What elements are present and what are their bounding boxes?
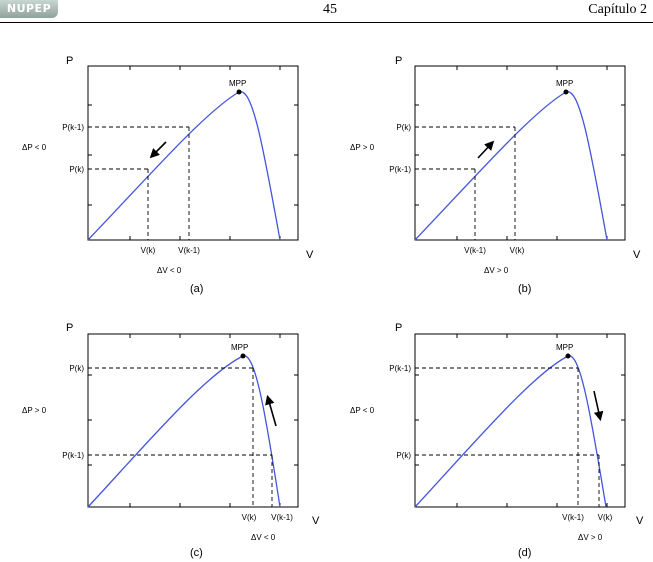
- axis-label-p: P: [395, 322, 403, 334]
- direction-arrow: [268, 398, 276, 426]
- guide-lines: [415, 368, 599, 507]
- v-right-label: V(k-1): [178, 246, 200, 255]
- caption: (d): [518, 547, 532, 559]
- p-low-label: P(k-1): [389, 165, 411, 174]
- axis-ticks: [415, 334, 625, 507]
- p-high-label: P(k): [69, 364, 84, 373]
- panel-b: [350, 55, 641, 295]
- mpp-point: [241, 354, 246, 359]
- p-high-label: P(k-1): [62, 123, 84, 132]
- axis-label-p: P: [66, 322, 74, 334]
- delta-v-label: ΔV > 0: [578, 533, 603, 542]
- pv-curve: [88, 92, 280, 240]
- v-left-label: V(k): [140, 246, 156, 255]
- p-high-label: P(k-1): [389, 364, 411, 373]
- v-left-label: V(k-1): [562, 513, 584, 522]
- v-right-label: V(k): [509, 246, 525, 255]
- axis-label-v: V: [636, 515, 644, 527]
- v-right-label: V(k): [597, 513, 613, 522]
- axis-ticks: [88, 66, 298, 240]
- pv-curve: [415, 92, 607, 240]
- panel-d: [350, 322, 644, 559]
- axis-ticks: [415, 66, 625, 240]
- mpp-point: [564, 90, 569, 95]
- pv-curve: [88, 356, 280, 507]
- panel-a: [22, 55, 314, 295]
- mpp-point: [237, 90, 242, 95]
- plot-frame: [415, 66, 625, 240]
- caption: (a): [190, 283, 204, 295]
- chapter-label: Capítulo 2: [588, 2, 647, 17]
- plot-frame: [415, 334, 625, 507]
- mpp-label: MPP: [556, 343, 574, 352]
- nupep-logo: NUPEP: [0, 0, 58, 18]
- v-right-label: V(k-1): [271, 513, 293, 522]
- p-low-label: P(k): [396, 451, 411, 460]
- p-high-label: P(k): [396, 123, 411, 132]
- mpp-label: MPP: [556, 79, 574, 88]
- axis-label-p: P: [66, 55, 74, 67]
- p-low-label: P(k): [69, 165, 84, 174]
- guide-lines: [415, 127, 515, 240]
- mpp-label: MPP: [231, 343, 249, 352]
- delta-v-label: ΔV > 0: [484, 266, 509, 275]
- direction-arrow: [594, 391, 600, 418]
- axis-label-v: V: [633, 249, 641, 261]
- plot-frame: [88, 334, 298, 507]
- pv-curve: [415, 356, 606, 507]
- axis-ticks: [88, 334, 298, 507]
- delta-v-label: ΔV < 0: [157, 266, 182, 275]
- direction-arrow: [152, 142, 166, 156]
- axis-label-v: V: [306, 249, 314, 261]
- mpp-label: MPP: [229, 79, 247, 88]
- delta-p-label: ΔP > 0: [22, 406, 47, 415]
- axis-label-v: V: [312, 515, 320, 527]
- caption: (c): [190, 547, 203, 559]
- delta-p-label: ΔP < 0: [22, 143, 47, 152]
- guide-lines: [88, 127, 189, 240]
- v-left-label: V(k-1): [464, 246, 486, 255]
- page-number: 45: [323, 2, 337, 17]
- mpp-point: [566, 354, 571, 359]
- delta-p-label: ΔP > 0: [350, 143, 375, 152]
- plot-frame: [88, 66, 298, 240]
- v-left-label: V(k): [241, 513, 257, 522]
- caption: (b): [518, 283, 532, 295]
- delta-v-label: ΔV < 0: [251, 533, 276, 542]
- panel-c: [22, 322, 320, 559]
- axis-label-p: P: [395, 55, 403, 67]
- p-low-label: P(k-1): [62, 451, 84, 460]
- direction-arrow: [478, 143, 492, 158]
- delta-p-label: ΔP < 0: [350, 406, 375, 415]
- guide-lines: [88, 368, 272, 507]
